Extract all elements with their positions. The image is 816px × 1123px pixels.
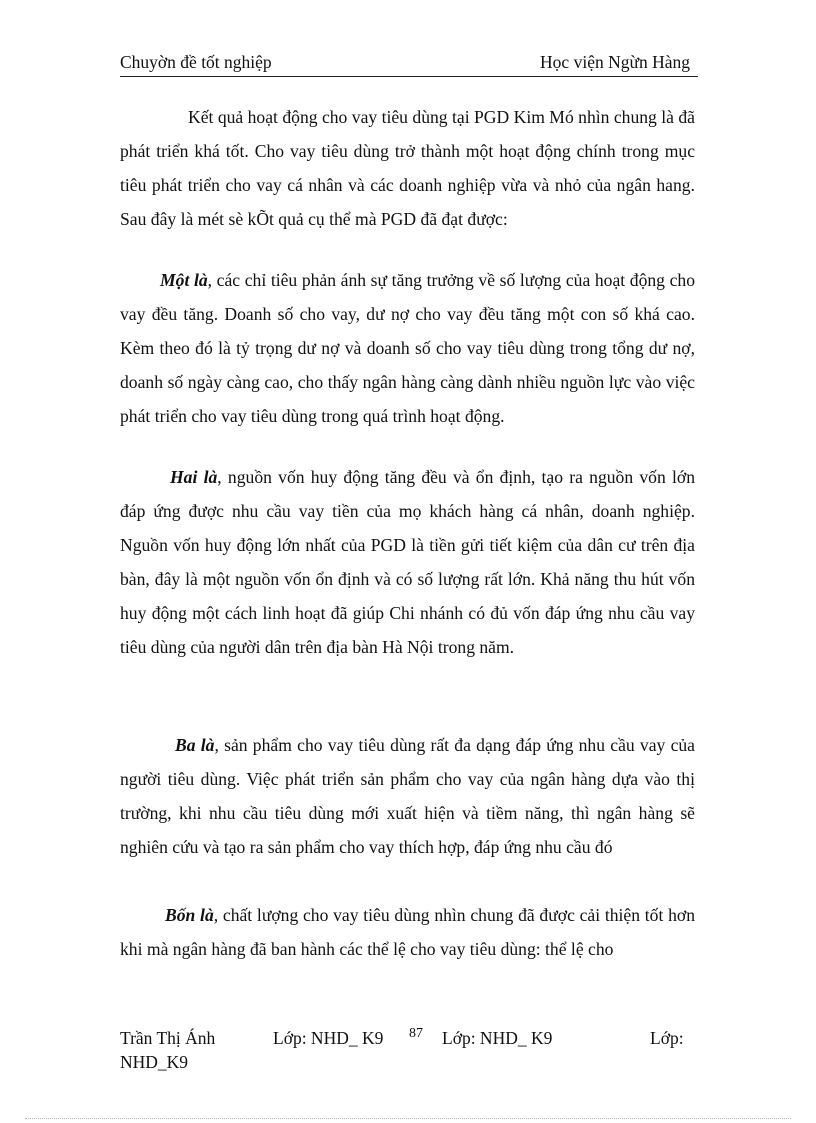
footer-author: Trần Thị Ánh	[120, 1028, 216, 1048]
paragraph-one-lead: Một là	[160, 270, 208, 290]
page-number: 87	[409, 1026, 423, 1041]
header-right-title: Học viện Ngừn Hàng	[540, 52, 690, 72]
intro-paragraph: Kết quả hoạt động cho vay tiêu dùng tại PGD Kim Mó nhìn chung là đã phát triển khá tốt. Cho vay tiêu dùng trở thành một hoạt động chính trong mục tiêu phát triển cho vay cá nhân và các doanh nghiệp vừa và nhỏ của ngân hang. Sau đây là mét sè kÕt quả cụ thể mà PGD đã đạt được:	[120, 107, 695, 229]
paragraph-one	[120, 263, 695, 433]
paragraph-four-lead: Bốn là	[165, 905, 214, 925]
page-header	[120, 52, 698, 77]
paragraph-three-body: , sản phẩm cho vay tiêu dùng rất đa dạng đáp ứng nhu cầu vay của người tiêu dùng. Việc phát triển sản phẩm cho vay của ngân hàng dựa vào thị trường, khi nhu cầu tiêu dùng mới xuất hiện và tiềm năng, thì ngân hàng sẽ nghiên cứu và tạo ra sản phẩm cho vay thích hợp, đáp ứng nhu cầu đó	[120, 735, 695, 857]
paragraph-two-body: , nguồn vốn huy động tăng đều và ổn định, tạo ra nguồn vốn lớn đáp ứng được nhu cầu vay tiền của mọ khách hàng cá nhân, doanh nghiệp. Nguồn vốn huy động lớn nhất của PGD là tiền gửi tiết kiệm của dân cư trên địa bàn, đây là một nguồn vốn ổn định và có số lượng rất lớn. Khả năng thu hút vốn huy động một cách linh hoạt đã giúp Chi nhánh có đủ vốn đáp ứng nhu cầu vay tiêu dùng của người dân trên địa bàn Hà Nội trong năm.	[120, 467, 695, 657]
footer-class-2: Lớp: NHD_ K9	[442, 1028, 553, 1048]
footer-class-3-cont: NHD_K9	[120, 1052, 189, 1072]
paragraph-one-body: , các chỉ tiêu phản ánh sự tăng trưởng về số lượng của hoạt động cho vay đều tăng. Doanh số cho vay, dư nợ cho vay đều tăng một con số khá cao. Kèm theo đó là tỷ trọng dư nợ và doanh số cho vay tiêu dùng trong tổng dư nợ, doanh số ngày càng cao, cho thấy ngân hàng càng dành nhiều nguồn lực vào việc phát triển cho vay tiêu dùng trong quá trình hoạt động.	[120, 270, 695, 426]
paragraph-four-body: , chất lượng cho vay tiêu dùng nhìn chung đã được cải thiện tốt hơn khi mà ngân hàng đã ban hành các thể lệ cho vay tiêu dùng: thể lệ cho	[120, 905, 695, 959]
paragraph-three	[120, 728, 695, 864]
page-bottom-divider	[25, 1118, 791, 1119]
header-left-title: Chuyờn đề tốt nghiệp	[120, 52, 272, 72]
footer-class-1: Lớp: NHD_ K9	[273, 1028, 384, 1048]
footer-class-3: Lớp:	[650, 1028, 684, 1048]
paragraph-four	[120, 898, 695, 966]
paragraph-two	[120, 460, 695, 664]
paragraph-two-lead: Hai là	[170, 467, 218, 487]
paragraph-three-lead: Ba là	[175, 735, 215, 755]
